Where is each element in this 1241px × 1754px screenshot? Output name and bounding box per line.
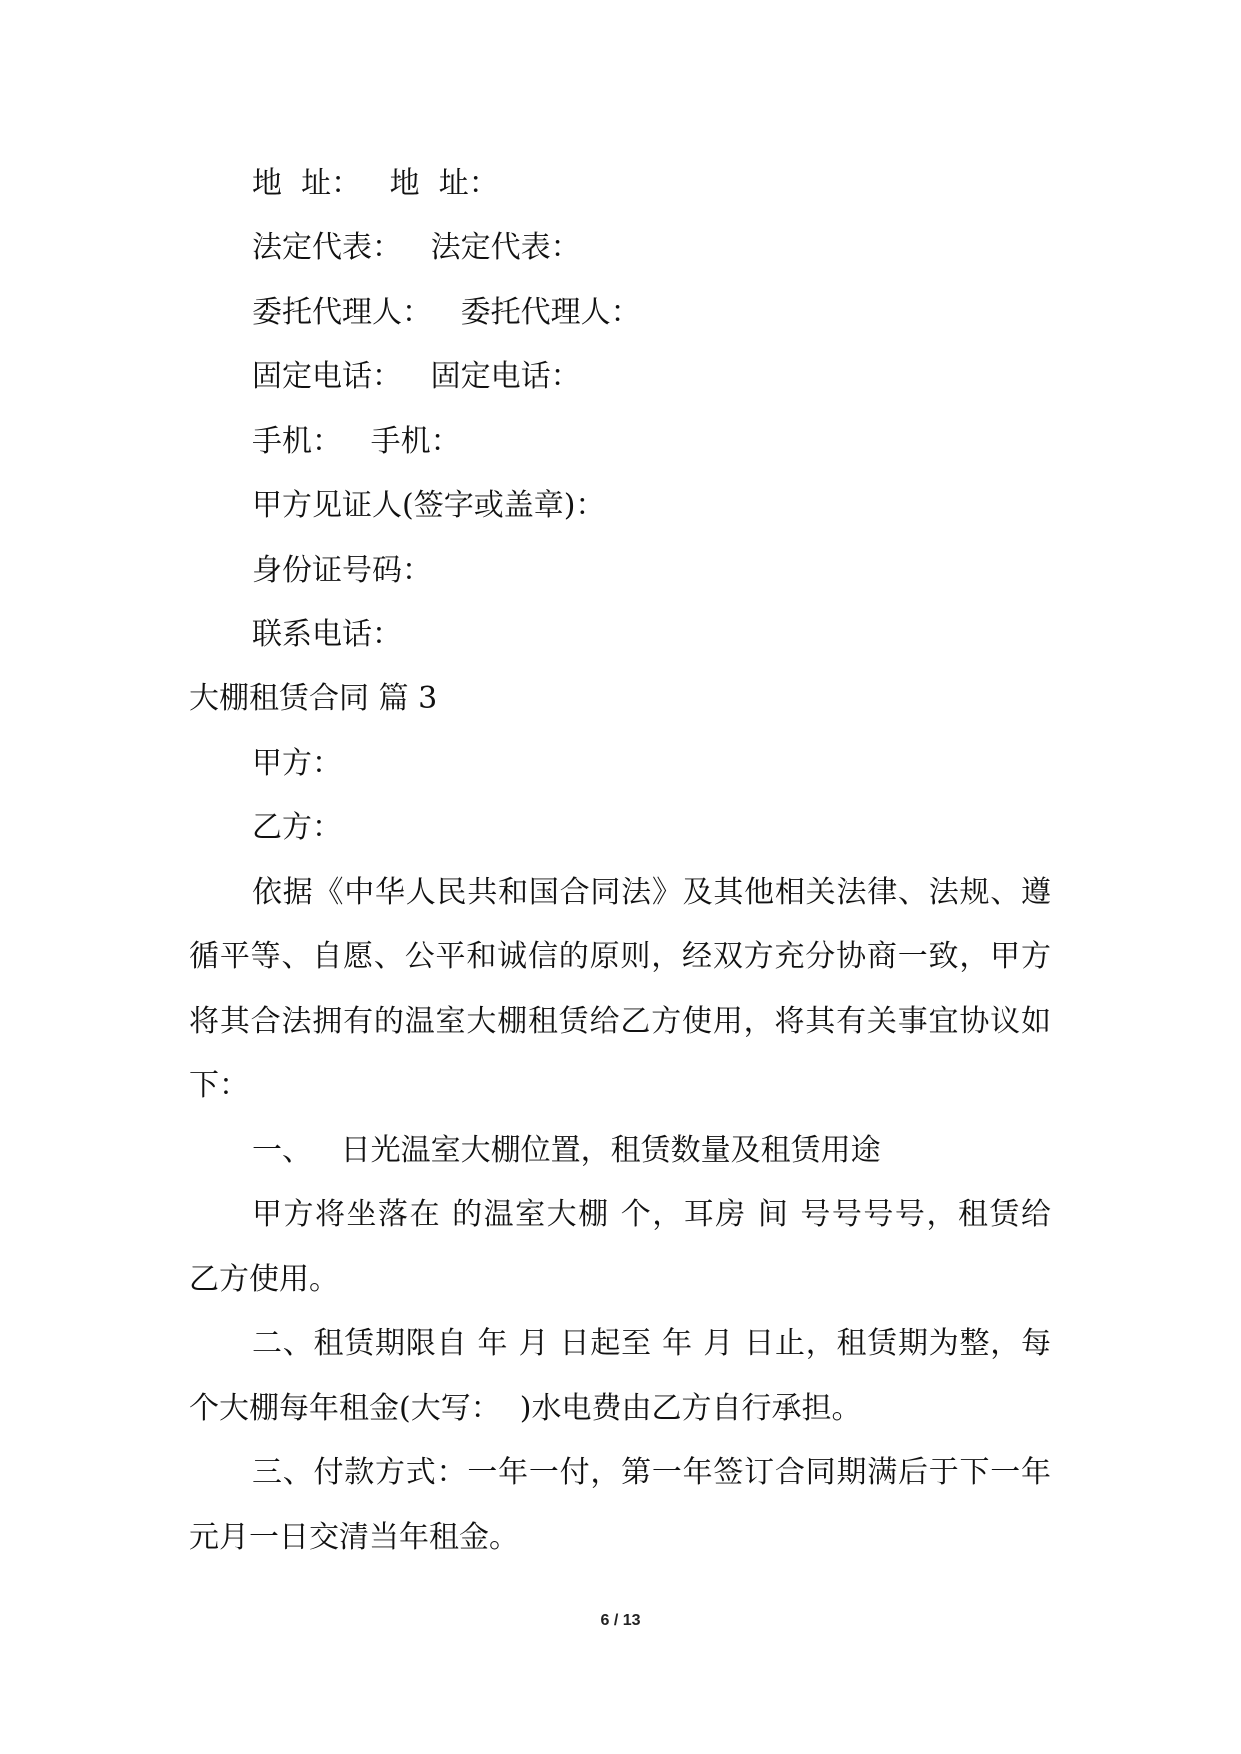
clause-2-line-1: 二、租赁期限自 年 月 日起至 年 月 日止，租赁期为整，每 [252,1326,1051,1361]
authorized-agent-line: 委托代理人： 委托代理人： [252,295,641,330]
paragraph-1-line-2: 循平等、自愿、公平和诚信的原则，经双方充分协商一致，甲方 [189,939,1051,974]
paragraph-1-line-1: 依据《中华人民共和国合同法》及其他相关法律、法规、遵 [252,875,1051,910]
clause-1-line-1: 甲方将坐落在 的温室大棚 个，耳房 间 号号号号，租赁给 [252,1197,1051,1232]
clause-1-line-2: 乙方使用。 [189,1262,339,1297]
contact-phone-line: 联系电话： [252,617,402,652]
party-a-line: 甲方： [252,746,342,781]
clause-1-title: 一、 日光温室大棚位置，租赁数量及租赁用途 [252,1133,881,1168]
clause-2-line-2: 个大棚每年租金(大写： )水电费由乙方自行承担。 [189,1391,862,1426]
address-line: 地 址： 地 址： [252,166,499,201]
section-heading: 大棚租赁合同 篇 3 [189,681,438,716]
paragraph-1-line-4: 下： [189,1068,249,1103]
paragraph-1-line-3: 将其合法拥有的温室大棚租赁给乙方使用，将其有关事宜协议如 [189,1004,1051,1039]
landline-line: 固定电话： 固定电话： [252,359,581,394]
witness-line: 甲方见证人(签字或盖章)： [252,488,606,523]
clause-3-line-1: 三、付款方式：一年一付，第一年签订合同期满后于下一年 [252,1455,1051,1490]
party-b-line: 乙方： [252,810,342,845]
id-number-line: 身份证号码： [252,553,432,588]
mobile-line: 手机： 手机： [252,424,461,459]
clause-3-line-2: 元月一日交清当年租金。 [189,1520,519,1555]
page-number: 6 / 13 [600,1612,641,1629]
legal-representative-line: 法定代表： 法定代表： [252,230,581,265]
